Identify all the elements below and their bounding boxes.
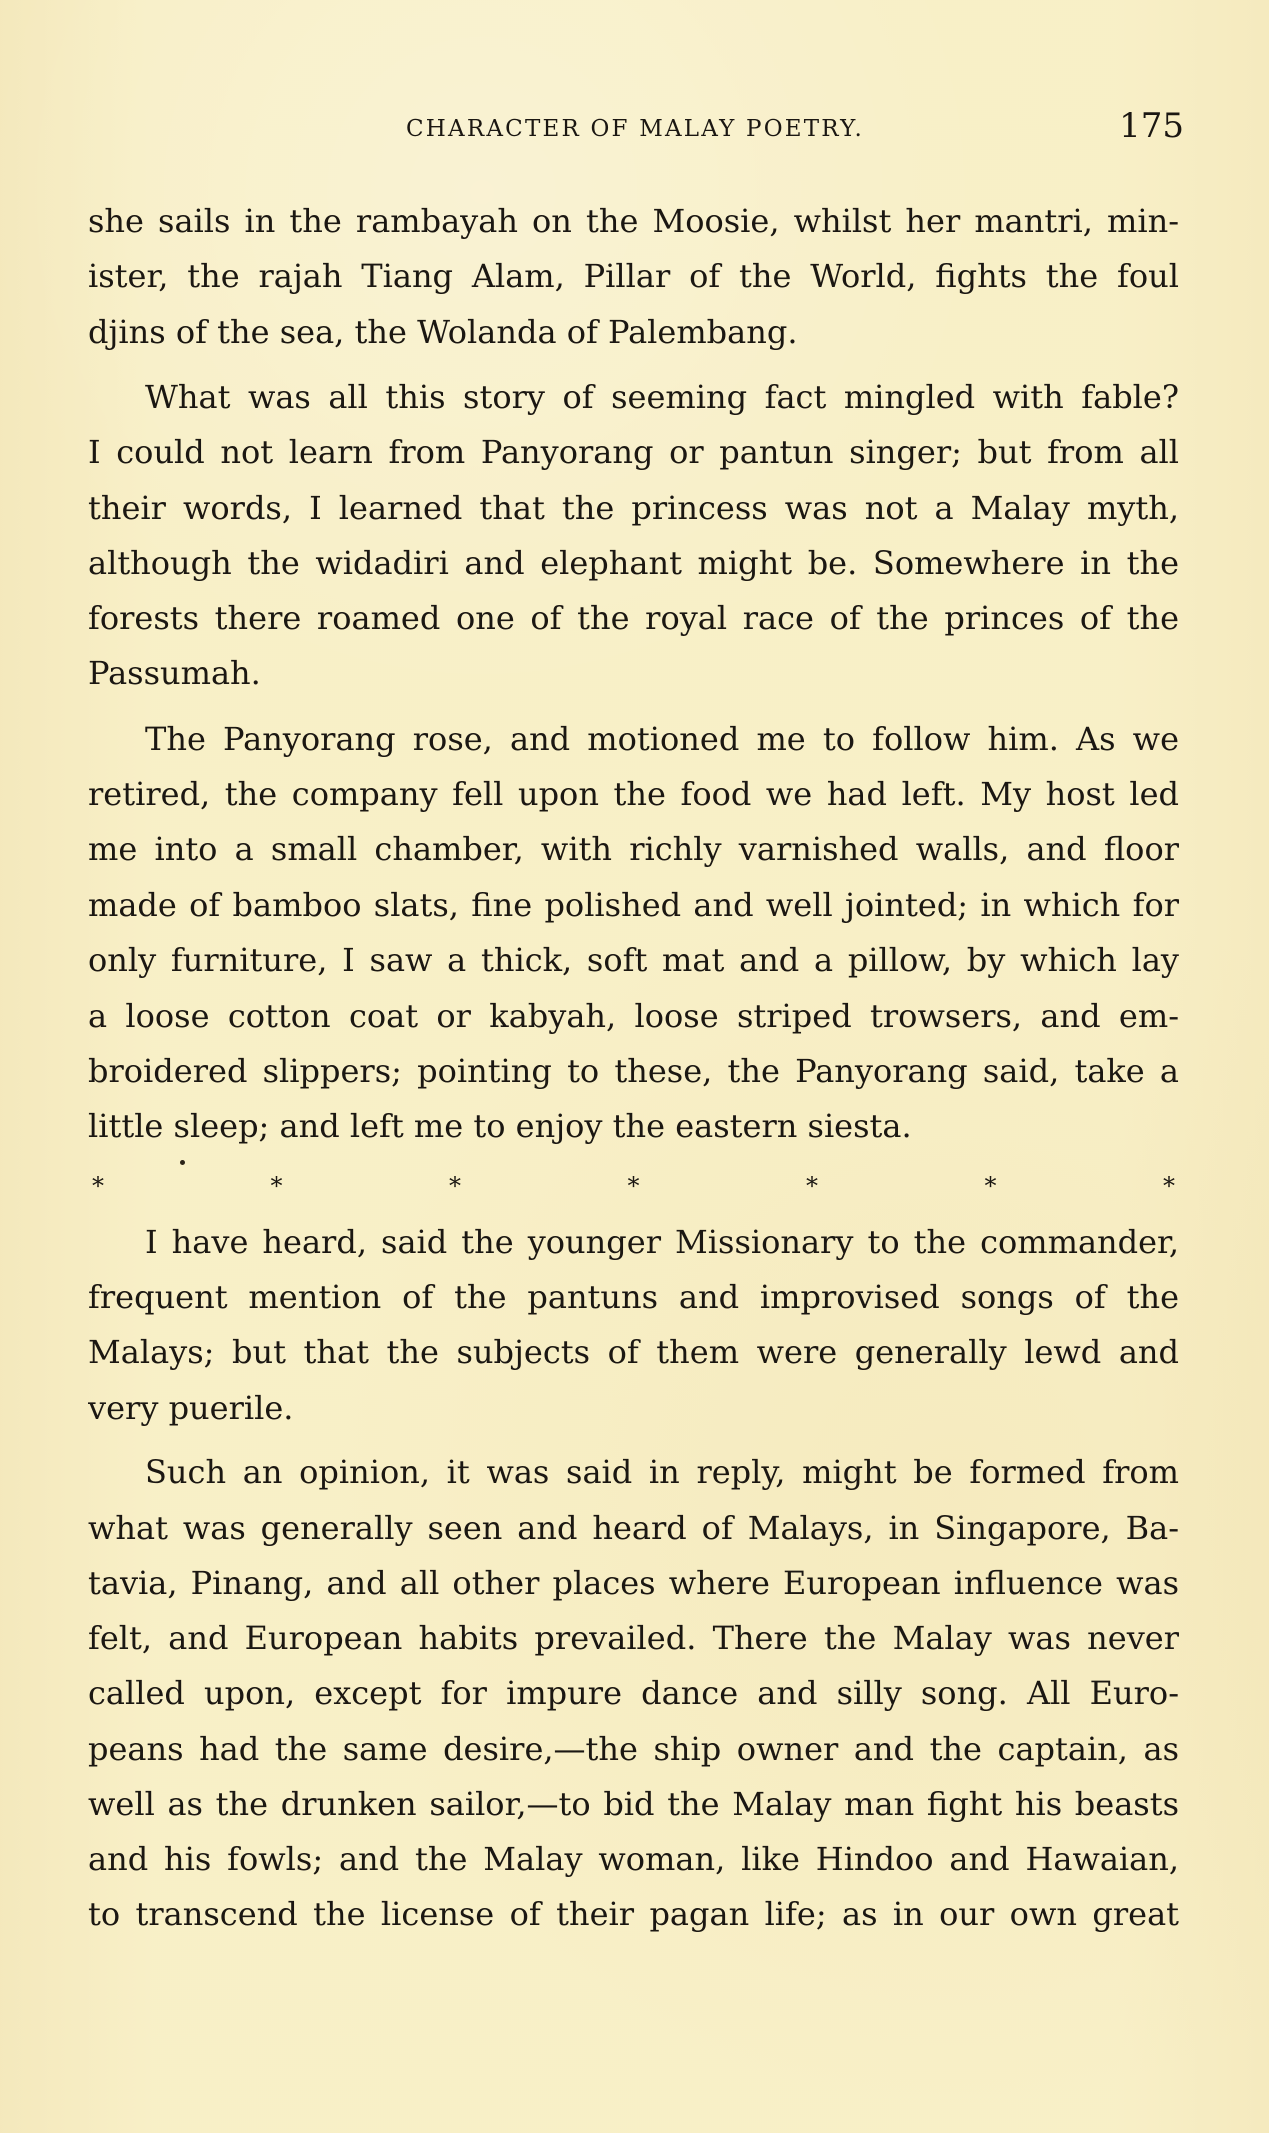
body-line: ister, the rajah Tiang Alam, Pillar of the World, fights the foul [88,257,1179,295]
section-break-star: * [92,1172,104,1200]
section-break-star: * [270,1172,283,1200]
page-number: 175 [1119,106,1184,146]
body-line: well as the drunken sailor,—to bid the Malay man fight his beasts [88,1785,1179,1823]
body-line: forests there roamed one of the royal race of the princes of the [88,599,1179,637]
body-line: Malays; but that the subjects of them were generally lewd and [88,1333,1179,1371]
section-break-star: * [627,1172,640,1200]
body-line: what was generally seen and heard of Malays, in Singapore, Ba- [88,1509,1179,1547]
body-line: broidered slippers; pointing to these, the Panyorang said, take a [88,1052,1179,1090]
body-line: their words, I learned that the princess was not a Malay myth, [88,489,1179,527]
body-line: retired, the company fell upon the food we had left. My host led [88,775,1179,813]
body-line: to transcend the license of their pagan life; as in our own great [88,1895,1179,1933]
section-break-star: * [806,1172,818,1200]
ink-speck [180,1160,185,1165]
body-line: The Panyorang rose, and motioned me to follow him. As we [145,720,1179,758]
body-line: felt, and European habits prevailed. There the Malay was never [88,1619,1179,1657]
body-line: she sails in the rambayah on the Moosie, whilst her mantri, min- [88,202,1179,240]
body-line: only furniture, I saw a thick, soft mat and a pillow, by which lay [88,941,1179,979]
section-break-star: * [1163,1172,1175,1200]
body-text [88,0,1179,2133]
body-line: a loose cotton coat or kabyah, loose striped trowsers, and em- [88,997,1179,1035]
body-line: Such an opinion, it was said in reply, might be formed from [145,1453,1179,1491]
body-line: very puerile. [88,1389,294,1427]
body-line: djins of the sea, the Wolanda of Palembang. [88,313,798,351]
body-line: What was all this story of seeming fact mingled with fable? [145,378,1179,416]
body-line: I could not learn from Panyorang or pantun singer; but from all [88,433,1179,471]
body-line: and his fowls; and the Malay woman, like Hindoo and Hawaian, [88,1840,1179,1878]
body-line: I have heard, said the younger Missionary to the commander, [145,1223,1179,1261]
body-line: tavia, Pinang, and all other places where European influence was [88,1564,1179,1602]
body-line: Passumah. [88,654,261,692]
section-break-star: * [984,1172,997,1200]
body-line: peans had the same desire,—the ship owner and the captain, as [88,1730,1179,1768]
body-line: although the widadiri and elephant might be. Somewhere in the [88,544,1179,582]
body-line: frequent mention of the pantuns and improvised songs of the [88,1278,1179,1316]
body-line: made of bamboo slats, fine polished and well jointed; in which for [88,886,1179,924]
section-break-star: * [449,1172,461,1200]
section-break [88,1170,1179,1198]
body-line: called upon, except for impure dance and silly song. All Euro- [88,1674,1179,1712]
body-line: me into a small chamber, with richly varnished walls, and floor [88,830,1179,868]
body-line: little sleep; and left me to enjoy the eastern siesta. [88,1107,912,1145]
running-head: CHARACTER OF MALAY POETRY. [405,116,865,142]
